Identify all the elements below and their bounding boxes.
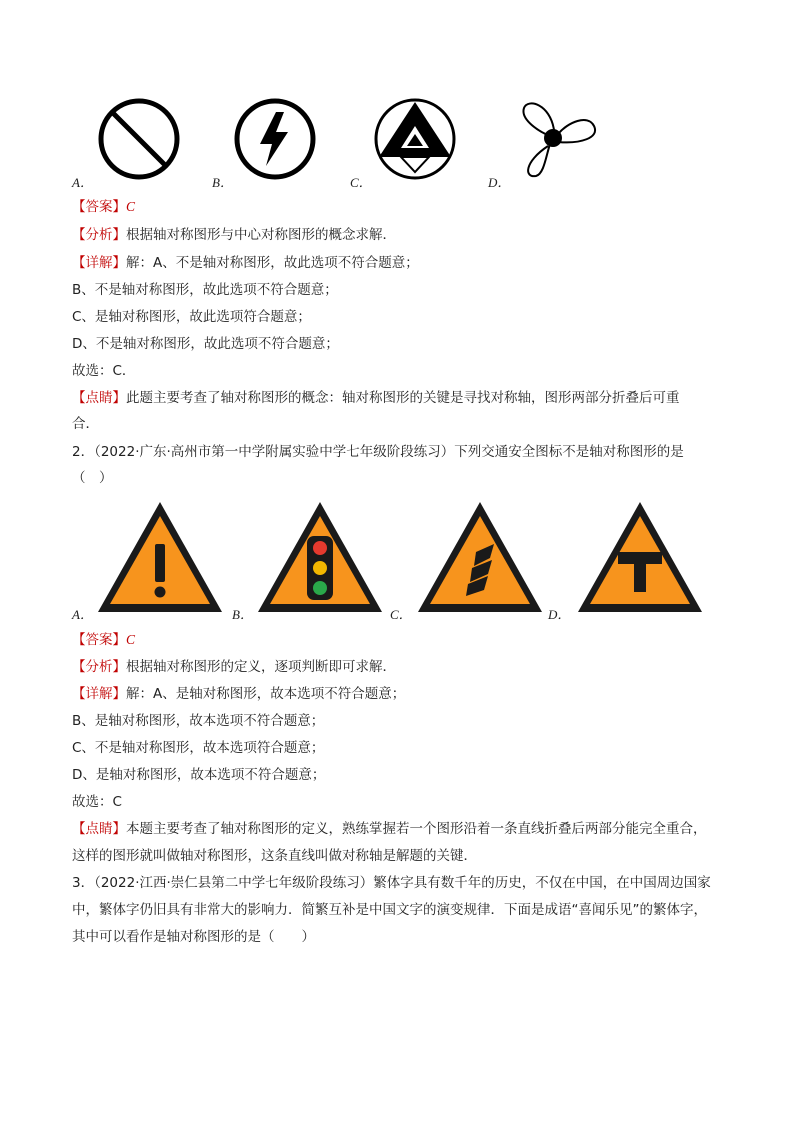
fan-icon (510, 100, 600, 190)
triangle-in-circle-icon (372, 96, 462, 186)
q1-option-b: B． (212, 175, 233, 190)
q2-detail-c: C、不是轴对称图形，故本选项符合题意； (72, 740, 325, 756)
t-junction-sign-icon (576, 500, 706, 616)
q3-stem: 3．（2022·江西·崇仁县第二中学七年级阶段练习）繁体字具有数千年的历史，不仅在中国，在中国周边国家 (72, 875, 711, 891)
q1-option-d: D． (488, 175, 511, 190)
q1-option-c: C． (350, 175, 372, 190)
q2-option-a: A． (72, 607, 93, 622)
q1-comment: 【点睛】此题主要考查了轴对称图形的概念：轴对称图形的关键是寻找对称轴，图形两部分折叠后可重 (72, 390, 680, 406)
q2-option-d: D． (548, 607, 571, 622)
q3-stem-cont: 中，繁体字仍旧具有非常大的影响力．简繁互补是中国文字的演变规律．下面是成语“喜闻乐见”的繁体字， (72, 902, 707, 918)
no-entry-circle-icon (96, 96, 186, 186)
q1-option-a: A． (72, 175, 93, 190)
q1-detail-b: B、不是轴对称图形，故此选项不符合题意； (72, 282, 338, 298)
q2-choose: 故选：C (72, 794, 122, 810)
q2-analysis: 【分析】根据轴对称图形的定义，逐项判断即可求解． (72, 659, 396, 675)
q1-answer: 【答案】C (72, 199, 136, 215)
q1-comment-cont: 合． (72, 416, 99, 432)
q1-detail-c: C、是轴对称图形，故此选项符合题意； (72, 309, 311, 325)
q1-detail: 【详解】解：A、不是轴对称图形，故此选项不符合题意； (72, 255, 419, 271)
q2-stem-cont: （ ） (72, 470, 113, 486)
q2-detail-d: D、是轴对称图形，故本选项不符合题意； (72, 767, 326, 783)
q2-detail-b: B、是轴对称图形，故本选项不符合题意； (72, 713, 325, 729)
zigzag-sign-icon (416, 500, 546, 616)
q1-analysis: 【分析】根据轴对称图形与中心对称图形的概念求解． (72, 227, 396, 243)
traffic-light-sign-icon (256, 500, 386, 616)
q2-detail: 【详解】解：A、是轴对称图形，故本选项不符合题意； (72, 686, 406, 702)
q2-option-b: B． (232, 607, 253, 622)
warning-exclamation-sign-icon (96, 500, 226, 616)
q2-comment-cont: 这样的图形就叫做轴对称图形，这条直线叫做对称轴是解题的关键． (72, 848, 477, 864)
q3-stem-cont2: 其中可以看作是轴对称图形的是（ ） (72, 929, 315, 945)
q2-answer: 【答案】C (72, 632, 136, 648)
q1-detail-d: D、不是轴对称图形，故此选项不符合题意； (72, 336, 339, 352)
q2-stem: 2．（2022·广东·高州市第一中学附属实验中学七年级阶段练习）下列交通安全图标不是轴对称图形的是 (72, 444, 684, 460)
q2-comment: 【点睛】本题主要考查了轴对称图形的定义，熟练掌握若一个图形沿着一条直线折叠后两部分能完全重合， (72, 821, 707, 837)
q1-choose: 故选：C． (72, 363, 136, 379)
lightning-circle-icon (232, 96, 322, 186)
q2-option-c: C． (390, 607, 412, 622)
